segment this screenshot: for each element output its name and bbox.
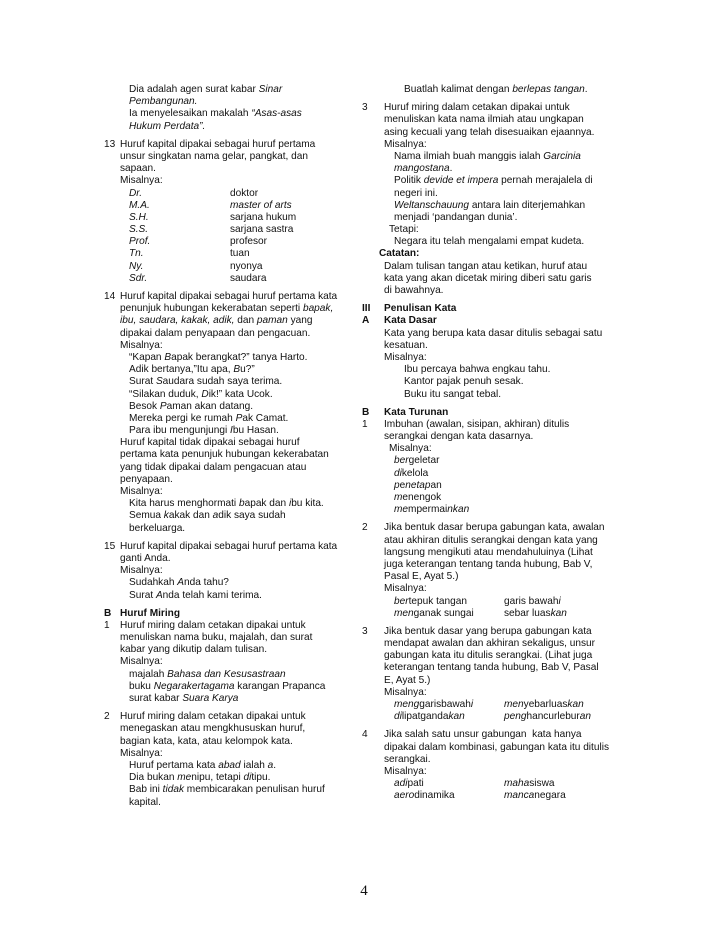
text-line	[104, 303, 360, 315]
line-text-column2: garis bawahi	[504, 595, 561, 607]
text-line	[362, 248, 627, 260]
line-text: penetapan	[394, 479, 442, 491]
text-line	[104, 248, 360, 260]
text-line	[362, 675, 627, 687]
line-text: buku Negarakertagama karangan Prapanca	[129, 680, 326, 692]
line-text: ganti Anda.	[120, 552, 171, 564]
line-text: Buatlah kalimat dengan berlepas tangan.	[404, 84, 588, 95]
text-line	[104, 163, 360, 175]
text-line	[104, 413, 360, 425]
line-text: Huruf miring dalam cetakan dipakai untuk	[120, 619, 306, 631]
line-text: Semua kakak dan adik saya sudah	[129, 510, 286, 522]
line-text: langsung mengikuti atau mendahuluinya (Lihat	[384, 546, 593, 558]
line-text: surat kabar Suara Karya	[129, 693, 239, 704]
line-text: asing kecuali yang telah disesuaikan ejaannya.	[384, 126, 595, 138]
text-line	[104, 644, 360, 656]
text-line	[104, 224, 360, 236]
line-text: berkeluarga.	[129, 522, 186, 534]
item-number: B	[104, 607, 112, 619]
line-text: Tetapi:	[389, 224, 419, 236]
item-number: 14	[104, 291, 116, 302]
text-line	[362, 535, 627, 547]
line-text: unsur singkatan nama gelar, pangkat, dan	[120, 150, 308, 162]
text-line	[104, 200, 360, 212]
text-line	[104, 760, 360, 772]
text-line	[104, 711, 360, 723]
line-text-column2: sarjana hukum	[230, 211, 297, 223]
line-text: Hukum Perdata”.	[129, 120, 206, 132]
line-text: Ny.	[129, 260, 144, 272]
line-text: Huruf Miring	[120, 607, 180, 619]
line-text: Besok Paman akan datang.	[129, 400, 254, 412]
line-text-column2: profesor	[230, 236, 268, 248]
text-line	[104, 175, 360, 187]
line-text: Misalnya:	[120, 747, 163, 759]
line-text: Weltanschauung antara lain diterjemahkan	[394, 199, 586, 211]
line-text: dipakai dalam kombinasi, gabungan kata itu ditulis	[384, 741, 610, 753]
line-text-column2: sebar luaskan	[504, 607, 567, 619]
line-text: Kantor pajak penuh sesak.	[404, 376, 524, 388]
text-line	[362, 200, 627, 212]
line-text: Politik devide et impera pernah merajalela di	[394, 175, 593, 187]
text-line	[362, 596, 627, 608]
line-text: ibu, saudara, kakak, adik, dan paman yang	[120, 315, 313, 327]
text-line	[104, 541, 360, 553]
line-text: Surat Anda telah kami terima.	[129, 589, 262, 601]
line-text: Sudahkah Anda tahu?	[129, 577, 229, 589]
text-line	[104, 108, 360, 120]
text-line	[104, 236, 360, 248]
text-line	[362, 224, 627, 236]
line-text: menggarisbawahi	[394, 699, 474, 710]
text-line	[104, 681, 360, 693]
text-line	[362, 376, 627, 388]
text-line	[362, 754, 627, 766]
text-line	[104, 784, 360, 796]
line-text: Nama ilmiah buah manggis ialah Garcinia	[394, 150, 581, 162]
line-text: Misalnya:	[384, 686, 427, 698]
line-text: S.S.	[129, 224, 149, 236]
text-line	[104, 656, 360, 668]
line-text-column2: sarjana sastra	[230, 224, 294, 236]
text-line	[104, 797, 360, 809]
line-text: Catatan:	[379, 248, 420, 260]
line-text: Dia bukan menipu, tetapi ditipu.	[129, 772, 271, 784]
line-text: Misalnya:	[384, 583, 427, 595]
line-text: Prof.	[129, 236, 151, 248]
text-line	[362, 492, 627, 504]
line-text: Huruf miring dalam cetakan dipakai untuk	[120, 711, 306, 723]
line-text: penyapaan.	[120, 473, 173, 485]
line-text: adipati	[394, 778, 424, 790]
line-text: menuliskan kata nama ilmiah atau ungkapan	[384, 114, 584, 126]
line-text: Surat Saudara sudah saya terima.	[129, 376, 283, 388]
text-line	[362, 127, 627, 139]
text-line	[104, 620, 360, 632]
text-line	[104, 84, 360, 96]
text-line	[362, 315, 627, 327]
item-number: 2	[362, 522, 368, 534]
line-text: penunjuk hubungan kekerabatan seperti bapak,	[120, 303, 334, 315]
line-text: Huruf kapital tidak dipakai sebagai huruf	[120, 437, 300, 449]
text-line	[104, 364, 360, 376]
line-text: menegaskan atau mengkhususkan huruf,	[120, 723, 306, 735]
line-text: Buku itu sangat tebal.	[404, 388, 502, 400]
text-line	[362, 711, 627, 723]
line-text: Jika salah satu unsur gabungan kata hanya	[384, 729, 582, 741]
text-line	[104, 577, 360, 589]
text-line	[362, 766, 627, 778]
text-line	[104, 669, 360, 681]
right-column	[362, 84, 627, 803]
text-line	[362, 687, 627, 699]
line-text: Ia menyelesaikan makalah “Asas-asas	[129, 108, 302, 120]
text-line	[104, 474, 360, 486]
text-line	[362, 790, 627, 802]
text-line	[362, 608, 627, 620]
line-text: Misalnya:	[120, 175, 163, 187]
line-text: Pasal E, Ayat 5.)	[384, 571, 459, 583]
line-text: Kita harus menghormati bapak dan ibu kita.	[129, 498, 324, 510]
line-text: Misalnya:	[384, 138, 427, 150]
line-text: Sdr.	[129, 272, 148, 284]
line-text: Adik bertanya,”Itu apa, Bu?”	[129, 364, 255, 376]
text-line	[362, 236, 627, 248]
line-text: M.A.	[129, 199, 150, 211]
text-line	[104, 693, 360, 705]
item-number: B	[362, 406, 370, 418]
line-text: S.H.	[129, 211, 149, 223]
line-text: Misalnya:	[120, 486, 163, 497]
text-line	[104, 328, 360, 340]
text-line	[104, 291, 360, 303]
line-text: Tn.	[129, 248, 144, 260]
text-line	[362, 504, 627, 516]
line-text-column2: mahasiswa	[504, 778, 555, 790]
line-text: Dr.	[129, 187, 143, 199]
text-line	[362, 662, 627, 674]
line-text: Kata yang berupa kata dasar ditulis sebagai satu	[384, 327, 603, 339]
line-text: Kata Dasar	[384, 315, 437, 327]
text-line	[362, 729, 627, 741]
text-line	[104, 121, 360, 133]
text-line	[104, 212, 360, 224]
text-line	[362, 480, 627, 492]
text-line	[362, 419, 627, 431]
text-line	[362, 547, 627, 559]
left-column	[104, 84, 360, 809]
line-text: Misalnya:	[384, 765, 427, 777]
line-text: “Kapan Bapak berangkat?” tanya Harto.	[129, 351, 308, 363]
text-line	[362, 151, 627, 163]
line-text: Mereka pergi ke rumah Pak Camat.	[129, 412, 289, 424]
line-text: Misalnya:	[120, 565, 163, 577]
text-line	[362, 742, 627, 754]
line-text-column2: doktor	[230, 187, 259, 199]
text-line	[362, 650, 627, 662]
line-text: mempermainkan	[394, 504, 470, 516]
text-line	[104, 261, 360, 273]
line-text-column2: mancanegara	[504, 790, 566, 802]
text-line	[104, 315, 360, 327]
line-text: Pembangunan.	[129, 96, 198, 108]
text-line	[362, 175, 627, 187]
text-line	[104, 273, 360, 285]
line-text: Huruf miring dalam cetakan dipakai untuk	[384, 102, 570, 114]
text-line	[104, 736, 360, 748]
text-line	[104, 401, 360, 413]
text-line	[362, 468, 627, 480]
text-line	[104, 449, 360, 461]
line-text: majalah Bahasa dan Kesusastraan	[129, 668, 286, 680]
line-text: Imbuhan (awalan, sisipan, akhiran) ditulis	[384, 418, 570, 430]
line-text: Negara itu telah mengalami empat kudeta.	[394, 236, 585, 248]
line-text: juga keterangan tentang tanda hubung, Bab V,	[384, 558, 593, 570]
text-line	[362, 364, 627, 376]
text-line	[362, 273, 627, 285]
item-number: III	[362, 303, 371, 315]
text-line	[362, 84, 627, 96]
line-text: menengok	[394, 492, 442, 503]
text-line	[104, 437, 360, 449]
text-line	[362, 699, 627, 711]
line-text: gabungan kata itu ditulis serangkai. (Lihat juga	[384, 650, 593, 662]
text-line	[104, 510, 360, 522]
line-text: bagian kata, kata, atau kelompok kata.	[120, 735, 293, 747]
line-text: menjadi ‘pandangan dunia’.	[394, 211, 518, 223]
line-text-column2: tuan	[230, 248, 250, 260]
line-text: atau akhiran ditulis serangkai dengan kata yang	[384, 534, 598, 546]
line-text-column2: menyebarluaskan	[504, 699, 584, 710]
line-text: Huruf pertama kata abad ialah a.	[129, 759, 277, 771]
text-line	[104, 486, 360, 498]
text-line	[104, 498, 360, 510]
line-text: Bab ini tidak membicarakan penulisan huruf	[129, 784, 325, 796]
text-line	[362, 102, 627, 114]
text-line	[104, 139, 360, 151]
line-text: Misalnya:	[120, 339, 163, 351]
text-line	[104, 590, 360, 602]
line-text: Misalnya:	[384, 351, 427, 363]
line-text: Para ibu mengunjungi Ibu Hasan.	[129, 425, 279, 437]
text-line	[104, 608, 360, 620]
item-number: 2	[104, 711, 110, 723]
text-line	[362, 522, 627, 534]
text-line	[362, 285, 627, 297]
line-text: Kata Turunan	[384, 406, 449, 418]
text-line	[104, 96, 360, 108]
text-line	[104, 376, 360, 388]
text-line	[362, 114, 627, 126]
line-text: Penulisan Kata	[384, 303, 457, 315]
text-line	[104, 352, 360, 364]
line-text: kapital.	[129, 796, 161, 808]
line-text: sapaan.	[120, 163, 156, 175]
text-line	[362, 261, 627, 273]
line-text: Misalnya:	[389, 443, 432, 455]
item-number: 3	[362, 102, 368, 114]
text-line	[362, 188, 627, 200]
text-line	[104, 565, 360, 577]
line-text: mendapat awalan dan akhiran sekaligus, unsur	[384, 638, 595, 650]
page-number: 4	[360, 883, 368, 899]
text-line	[362, 778, 627, 790]
line-text: serangkai.	[384, 753, 431, 765]
item-number: 4	[362, 729, 368, 741]
line-text: Huruf kapital dipakai sebagai huruf pertama kata	[120, 540, 338, 552]
line-text: Misalnya:	[120, 656, 163, 668]
text-line	[362, 571, 627, 583]
line-text: di bawahnya.	[384, 285, 444, 296]
text-line	[362, 352, 627, 364]
line-text: Huruf kapital dipakai sebagai huruf pertama	[120, 138, 316, 150]
text-line	[362, 303, 627, 315]
line-text: dikelola	[394, 467, 429, 479]
line-text: keterangan tentang tanda hubung, Bab V, Pasal	[384, 662, 599, 674]
line-text: Huruf kapital dipakai sebagai huruf pertama kata	[120, 291, 338, 302]
line-text: Ibu percaya bahwa engkau tahu.	[404, 364, 551, 376]
item-number: 1	[104, 619, 110, 631]
item-number: A	[362, 315, 370, 327]
line-text: Dalam tulisan tangan atau ketikan, huruf atau	[384, 260, 588, 272]
text-line	[104, 340, 360, 352]
line-text: mangostana.	[394, 163, 453, 175]
line-text: E, Ayat 5.)	[384, 674, 431, 686]
line-text: dipakai dalam penyapaan dan pengacuan.	[120, 327, 311, 339]
text-line	[362, 407, 627, 419]
text-line	[362, 626, 627, 638]
text-line	[362, 455, 627, 467]
line-text-column2: master of arts	[230, 199, 292, 211]
text-line	[362, 559, 627, 571]
text-line	[362, 443, 627, 455]
text-line	[362, 328, 627, 340]
text-line	[362, 139, 627, 151]
line-text: kata yang akan dicetak miring diberi satu garis	[384, 272, 592, 284]
text-line	[104, 425, 360, 437]
text-line	[362, 163, 627, 175]
text-line	[362, 212, 627, 224]
text-line	[104, 462, 360, 474]
line-text: negeri ini.	[394, 187, 438, 199]
line-text: kesatuan.	[384, 339, 428, 351]
line-text: bergeletar	[394, 455, 440, 467]
line-text-column2: nyonya	[230, 260, 263, 272]
line-text: yang tidak dipakai dalam pengacuan atau	[120, 461, 307, 473]
text-line	[104, 748, 360, 760]
text-line	[104, 523, 360, 535]
line-text: menganak sungai	[394, 607, 474, 619]
text-line	[104, 632, 360, 644]
text-line	[104, 723, 360, 735]
item-number: 1	[362, 418, 368, 430]
item-number: 13	[104, 138, 116, 150]
line-text: aerodinamika	[394, 790, 455, 802]
text-line	[104, 772, 360, 784]
line-text: menuliskan nama buku, majalah, dan surat	[120, 632, 313, 644]
text-line	[104, 389, 360, 401]
text-line	[362, 340, 627, 352]
line-text: pertama kata penunjuk hubungan kekerabatan	[120, 449, 329, 461]
line-text: Jika bentuk dasar yang berupa gabungan kata	[384, 625, 592, 637]
text-line	[362, 638, 627, 650]
text-line	[104, 188, 360, 200]
line-text: serangkai dengan kata dasarnya.	[384, 431, 534, 443]
text-line	[104, 553, 360, 565]
line-text: Dia adalah agen surat kabar Sinar	[129, 84, 283, 95]
line-text-column2: penghancurleburan	[504, 711, 592, 723]
text-line	[362, 389, 627, 401]
line-text: bertepuk tangan	[394, 595, 467, 607]
line-text: “Silakan duduk, Dik!” kata Ucok.	[129, 388, 273, 400]
line-text: kabar yang dikutip dalam tulisan.	[120, 644, 268, 656]
line-text: Jika bentuk dasar berupa gabungan kata, awalan	[384, 522, 605, 534]
item-number: 3	[362, 625, 368, 637]
text-line	[104, 151, 360, 163]
item-number: 15	[104, 540, 116, 552]
text-line	[362, 431, 627, 443]
line-text: dilipatgandakan	[394, 711, 465, 723]
text-line	[362, 583, 627, 595]
line-text-column2: saudara	[230, 272, 267, 284]
